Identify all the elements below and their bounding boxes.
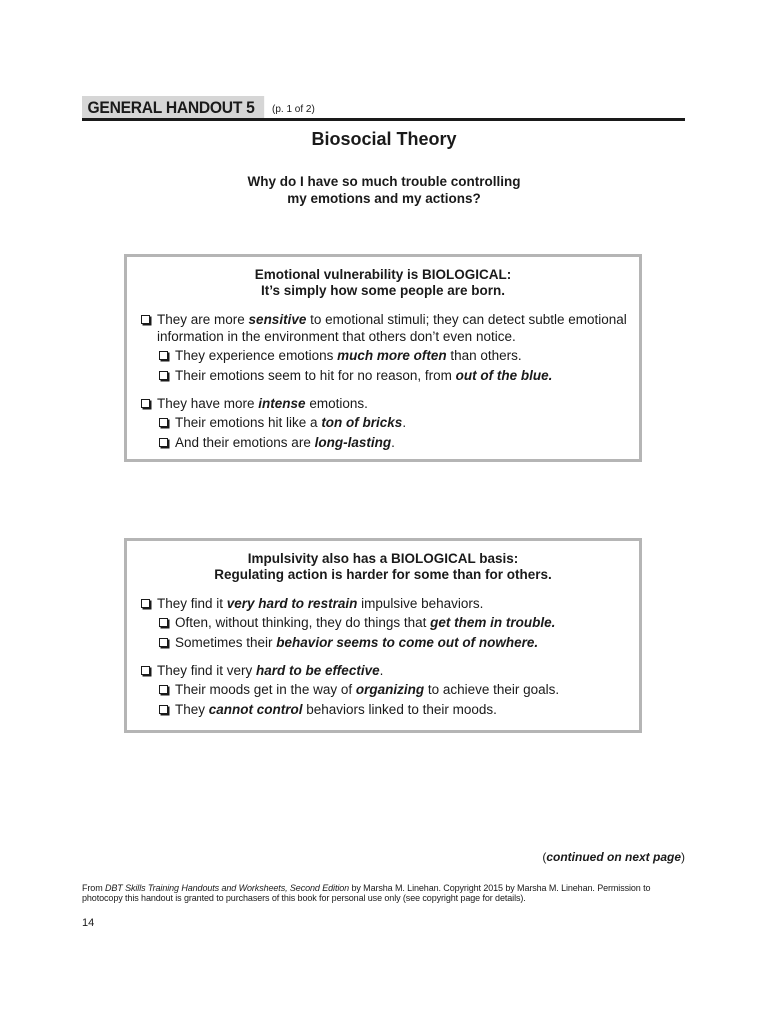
handout-header bbox=[82, 96, 685, 121]
item-emphasis: out of the blue. bbox=[455, 368, 553, 383]
item-text: And their emotions are bbox=[175, 435, 315, 450]
page-subtitle bbox=[0, 173, 768, 207]
item-text: They experience emotions bbox=[175, 348, 338, 363]
item-text: . bbox=[391, 435, 395, 450]
box-heading-line: Emotional vulnerability is BIOLOGICAL: bbox=[254, 267, 512, 282]
checkbox-icon[interactable] bbox=[141, 666, 150, 675]
item-text: Their emotions hit like a bbox=[175, 415, 322, 430]
checkbox-icon[interactable] bbox=[159, 371, 168, 380]
checklist-subitem bbox=[127, 614, 639, 631]
checklist-subitem bbox=[127, 681, 639, 698]
subtitle-line: my emotions and my actions? bbox=[287, 191, 481, 206]
subtitle-line: Why do I have so much trouble controlling bbox=[247, 174, 521, 189]
checklist-item bbox=[127, 311, 639, 345]
continued-text: continued on next page bbox=[546, 850, 681, 864]
checkbox-icon[interactable] bbox=[159, 638, 168, 647]
checklist-subitem bbox=[127, 347, 639, 364]
page-of-label: (p. 1 of 2) bbox=[272, 104, 315, 115]
checkbox-icon[interactable] bbox=[159, 618, 168, 627]
item-emphasis: organizing bbox=[355, 682, 425, 697]
item-text: . bbox=[402, 415, 407, 430]
checkbox-icon[interactable] bbox=[159, 438, 168, 447]
checklist-subitem bbox=[127, 367, 639, 384]
checklist-item bbox=[127, 595, 639, 612]
impulsivity-box bbox=[124, 538, 642, 733]
item-emphasis: behavior seems to come out of nowhere. bbox=[276, 635, 539, 650]
item-emphasis: ton of bricks bbox=[321, 415, 403, 430]
item-text: impulsive behaviors. bbox=[357, 596, 484, 611]
item-emphasis: much more often bbox=[337, 348, 447, 363]
item-text: than others. bbox=[446, 348, 522, 363]
item-emphasis: intense bbox=[258, 396, 306, 411]
checklist-subitem bbox=[127, 414, 639, 431]
checkbox-icon[interactable] bbox=[159, 418, 168, 427]
checkbox-icon[interactable] bbox=[159, 685, 168, 694]
item-text: . bbox=[379, 663, 384, 678]
checklist-subitem bbox=[127, 434, 639, 451]
item-emphasis: very hard to restrain bbox=[226, 596, 358, 611]
item-emphasis: hard to be effective bbox=[256, 663, 380, 678]
item-text: Their moods get in the way of bbox=[175, 682, 356, 697]
checklist-item bbox=[127, 662, 639, 679]
emotional-vulnerability-box bbox=[124, 254, 642, 462]
box-heading-line: Regulating action is harder for some than for others. bbox=[214, 567, 552, 582]
item-emphasis: long-lasting bbox=[314, 435, 392, 450]
item-text: to emotional stimuli; they can detect subtle emotional information in the environment that others don’t even notice. bbox=[157, 312, 627, 344]
item-emphasis: sensitive bbox=[248, 312, 307, 327]
box-heading bbox=[127, 267, 639, 299]
item-text: behaviors linked to their moods. bbox=[302, 702, 497, 717]
checkbox-icon[interactable] bbox=[159, 351, 168, 360]
item-text: They find it bbox=[157, 596, 227, 611]
checkbox-icon[interactable] bbox=[141, 315, 150, 324]
continued-note bbox=[542, 850, 685, 864]
item-text: to achieve their goals. bbox=[424, 682, 560, 697]
checkbox-icon[interactable] bbox=[159, 705, 168, 714]
copyright-text: From bbox=[82, 883, 105, 893]
item-emphasis: cannot control bbox=[208, 702, 303, 717]
book-title: DBT Skills Training Handouts and Worksheets, Second Edition bbox=[105, 883, 350, 893]
item-emphasis: get them in trouble. bbox=[430, 615, 556, 630]
item-text: Often, without thinking, they do things that bbox=[175, 615, 431, 630]
checklist-item bbox=[127, 395, 639, 412]
checklist bbox=[127, 311, 639, 451]
item-text: They find it very bbox=[157, 663, 257, 678]
checklist-subitem bbox=[127, 701, 639, 718]
item-text: They bbox=[175, 702, 209, 717]
box-heading bbox=[127, 551, 639, 583]
paren: ) bbox=[681, 850, 685, 864]
box-heading-line: It’s simply how some people are born. bbox=[260, 283, 506, 298]
checklist bbox=[127, 595, 639, 718]
item-text: Sometimes their bbox=[175, 635, 277, 650]
item-text: They have more bbox=[157, 396, 259, 411]
checkbox-icon[interactable] bbox=[141, 399, 150, 408]
checklist-subitem bbox=[127, 634, 639, 651]
item-text: emotions. bbox=[305, 396, 368, 411]
page-number: 14 bbox=[82, 917, 95, 929]
item-text: They are more bbox=[157, 312, 249, 327]
copyright-notice bbox=[82, 883, 687, 903]
checkbox-icon[interactable] bbox=[141, 599, 150, 608]
copyright-text: by Marsha M. Linehan. Copyright 2015 by Marsha M. Linehan. Permission to photocopy this handout is granted to purchasers of this book for personal use only (see copyright page for details). bbox=[82, 883, 651, 903]
handout-label: GENERAL HANDOUT 5 bbox=[82, 96, 264, 118]
box-heading-line: Impulsivity also has a BIOLOGICAL basis: bbox=[247, 551, 519, 566]
paren: ( bbox=[542, 850, 547, 864]
page-title: Biosocial Theory bbox=[311, 129, 457, 149]
item-text: Their emotions seem to hit for no reason, from bbox=[175, 368, 456, 383]
